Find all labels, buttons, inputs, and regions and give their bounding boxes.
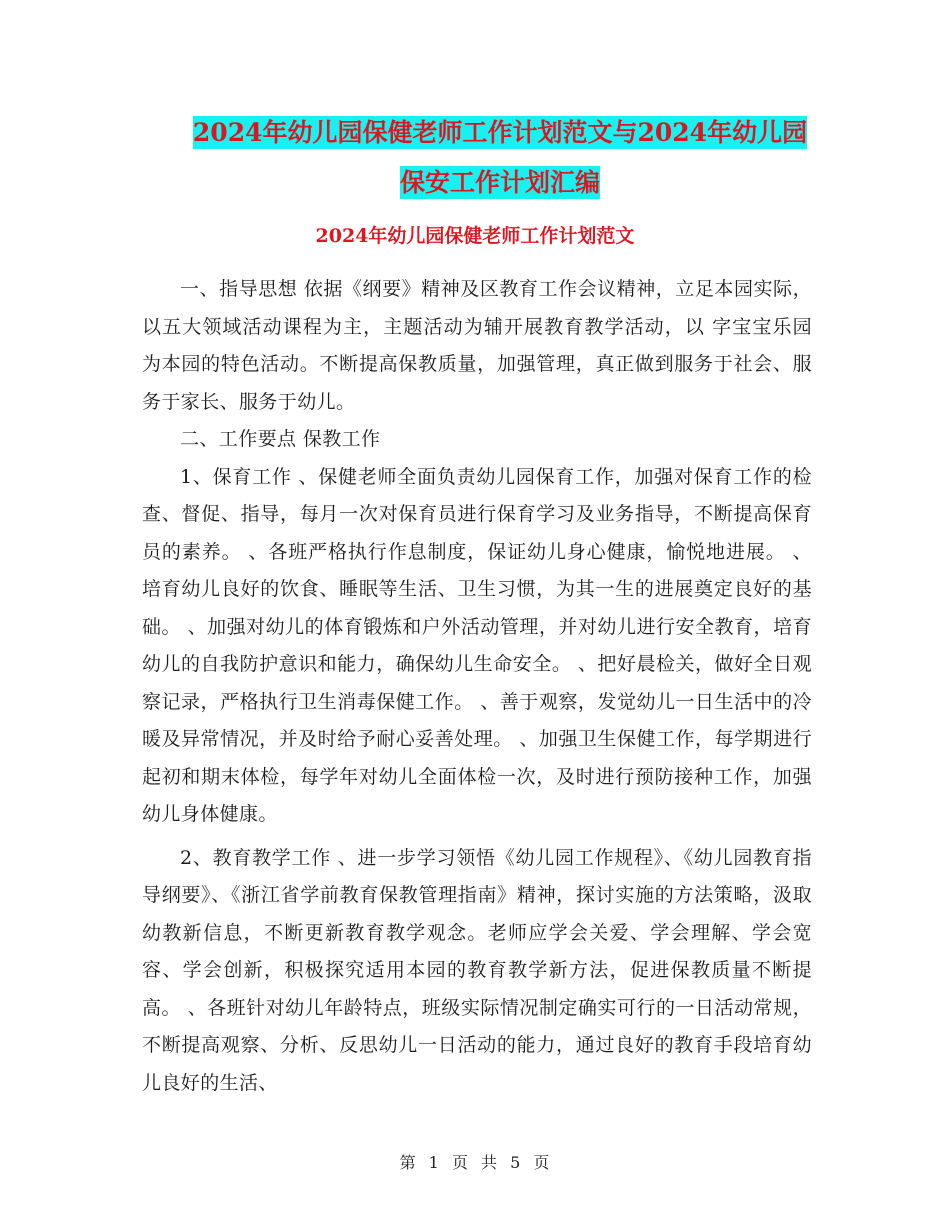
page-footer: 第 1 页 共 5 页 <box>399 1153 551 1172</box>
document-title <box>140 108 860 208</box>
paragraph-guiding-ideology: 一、指导思想 依据《纲要》精神及区教育工作会议精神，立足本园实际，以五大领域活动课程为主，主题活动为辅开展教育教学活动，以 字宝宝乐园 为本园的特色活动。不断提高保教质量，加强管理，真正做到服务于社会、服务于家长、服务于幼儿。 <box>142 278 812 413</box>
paragraph-teaching-work: 2、教育教学工作 、进一步学习领悟《幼儿园工作规程》、《幼儿园教育指导纲要》、《浙江省学前教育保教管理指南》精神，探讨实施的方法策略，汲取幼教新信息，不断更新教育教学观念。老师应学会关爱、学会理解、学会宽容、学会创新，积极探究适用本园的教育教学新方法，促进保教质量不断提高。 、各班针对幼儿年龄特点，班级实际情况制定确实可行的一日活动常规，不断提高观察、分析、反思幼儿一日活动的能力，通过良好的教育手段培育幼儿良好的生活、 <box>142 846 812 1094</box>
document-body <box>142 271 812 1102</box>
paragraph-care-work: 1、保育工作 、保健老师全面负责幼儿园保育工作，加强对保育工作的检查、督促、指导，每月一次对保育员进行保育学习及业务指导，不断提高保育员的素养。 、各班严格执行作息制度，保证幼儿身心健康，愉悦地进展。 、培育幼儿良好的饮食、睡眠等生活、卫生习惯，为其一生的进展奠定良好的基础。 、加强对幼儿的体育锻炼和户外活动管理，并对幼儿进行安全教育，培育幼儿的自我防护意识和能力，确保幼儿生命安全。 、把好晨检关，做好全日观察记录，严格执行卫生消毒保健工作。 、善于观察，发觉幼儿一日生活中的冷暖及异常情况，并及时给予耐心妥善处理。 、加强卫生保健工作，每学期进行起初和期末体检，每学年对幼儿全面体检一次，及时进行预防接种工作，加强幼儿身体健康。 <box>142 465 812 825</box>
title-line-2: 保安工作计划汇编 <box>399 168 600 197</box>
section-title: 2024年幼儿园保健老师工作计划范文 <box>315 225 635 247</box>
title-line-1: 2024年幼儿园保健老师工作计划范文与2024年幼儿园 <box>192 118 808 147</box>
paragraph-work-points: 二、工作要点 保教工作 <box>180 428 381 450</box>
